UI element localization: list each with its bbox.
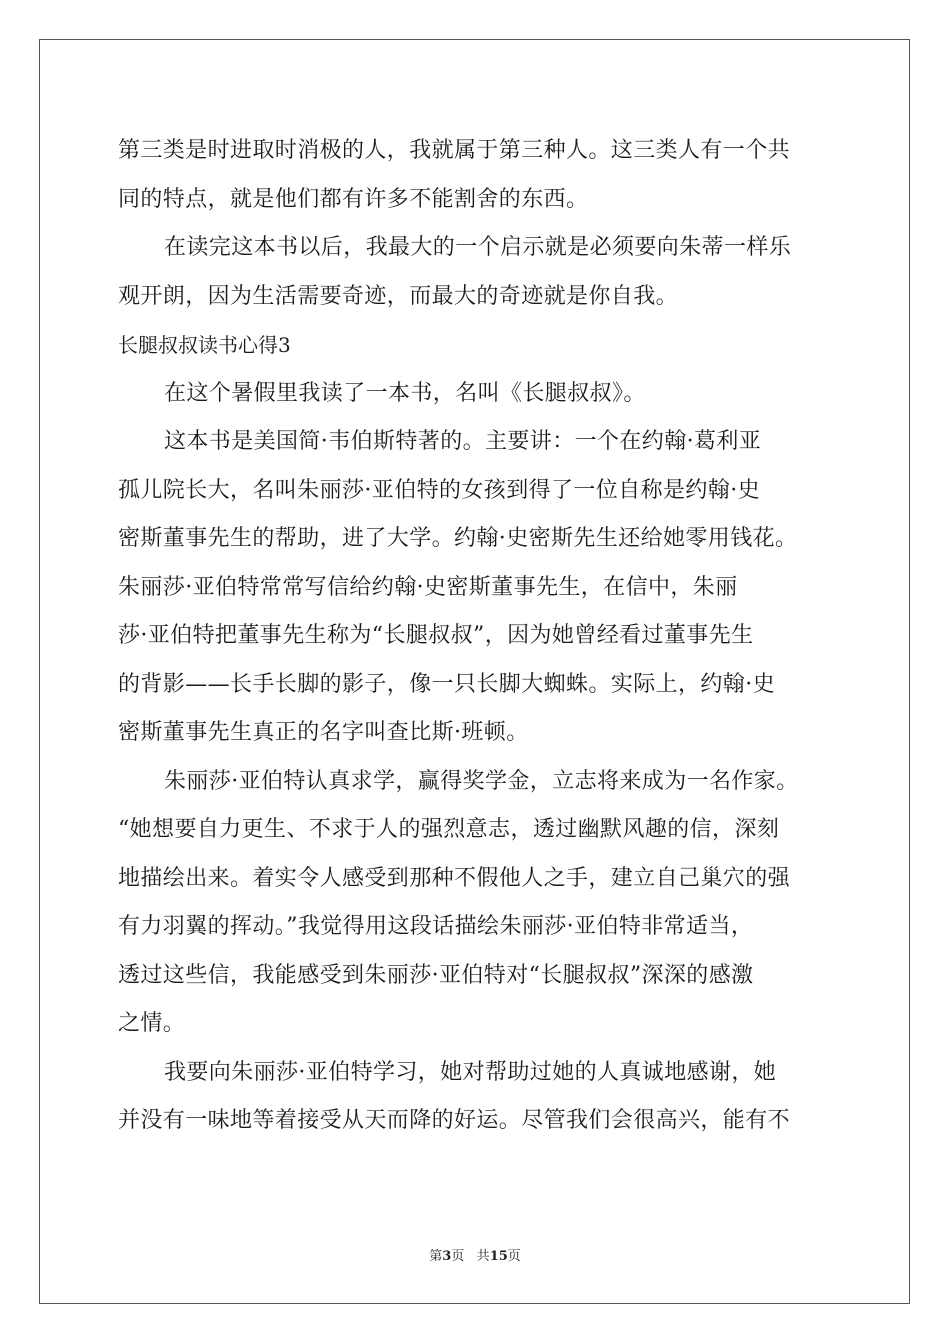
text-line: 第三类是时进取时消极的人，我就属于第三种人。这三类人有一个共 bbox=[118, 138, 791, 163]
paragraph-start-line: 在读完这本书以后，我最大的一个启示就是必须要向朱蒂一样乐 bbox=[164, 235, 792, 260]
section-heading: 长腿叔叔读书心得3 bbox=[118, 333, 291, 357]
text-line: 的背影——长手长脚的影子，像一只长脚大蜘蛛。实际上，约翰·史 bbox=[118, 671, 775, 697]
paragraph-start-line: 我要向朱丽莎·亚伯特学习，她对帮助过她的人真诚地感谢，她 bbox=[164, 1059, 777, 1085]
total-pages: 15 bbox=[489, 1249, 508, 1264]
text-line: 地描绘出来。着实令人感受到那种不假他人之手，建立自己巢穴的强 bbox=[118, 865, 791, 891]
text-line: 观开朗，因为生活需要奇迹，而最大的奇迹就是你自我。 bbox=[118, 283, 679, 309]
text-line: 密斯董事先生的帮助，进了大学。约翰·史密斯先生还给她零用钱花。 bbox=[118, 526, 798, 551]
paragraph-start-line: 这本书是美国简·韦伯斯特著的。主要讲：一个在约翰·葛利亚 bbox=[164, 429, 762, 454]
text-line: “她想要自力更生、不求于人的强烈意志，透过幽默风趣的信，深刻 bbox=[118, 817, 780, 842]
text-line: 同的特点，就是他们都有许多不能割舍的东西。 bbox=[118, 186, 589, 212]
page-prefix: 第 bbox=[429, 1249, 443, 1264]
total-suffix: 页 bbox=[507, 1249, 521, 1264]
text-line: 并没有一味地等着接受从天而降的好运。尽管我们会很高兴，能有不 bbox=[118, 1108, 791, 1133]
text-line: 之情。 bbox=[118, 1011, 186, 1036]
document-body bbox=[118, 127, 834, 1146]
paragraph-start-line: 在这个暑假里我读了一本书，名叫《长腿叔叔》。 bbox=[164, 380, 646, 406]
total-prefix: 共 bbox=[476, 1249, 490, 1264]
text-line: 密斯董事先生真正的名字叫查比斯·班顿。 bbox=[118, 720, 529, 745]
text-line: 有力羽翼的挥动。”我觉得用这段话描绘朱丽莎·亚伯特非常适当， bbox=[118, 914, 754, 939]
text-line: 透过这些信，我能感受到朱丽莎·亚伯特对“长腿叔叔”深深的感激 bbox=[118, 962, 754, 988]
text-line: 朱丽莎·亚伯特常常写信给约翰·史密斯董事先生，在信中，朱丽 bbox=[118, 574, 738, 600]
paragraph-start-line: 朱丽莎·亚伯特认真求学，赢得奖学金，立志将来成为一名作家。 bbox=[164, 768, 799, 794]
page-suffix: 页 bbox=[451, 1249, 465, 1264]
page-number: 3 bbox=[442, 1249, 452, 1264]
page-footer bbox=[0, 1245, 950, 1264]
text-line: 孤儿院长大，名叫朱丽莎·亚伯特的女孩到得了一位自称是约翰·史 bbox=[118, 477, 760, 503]
text-line: 莎·亚伯特把董事先生称为“长腿叔叔”，因为她曾经看过董事先生 bbox=[118, 623, 754, 648]
